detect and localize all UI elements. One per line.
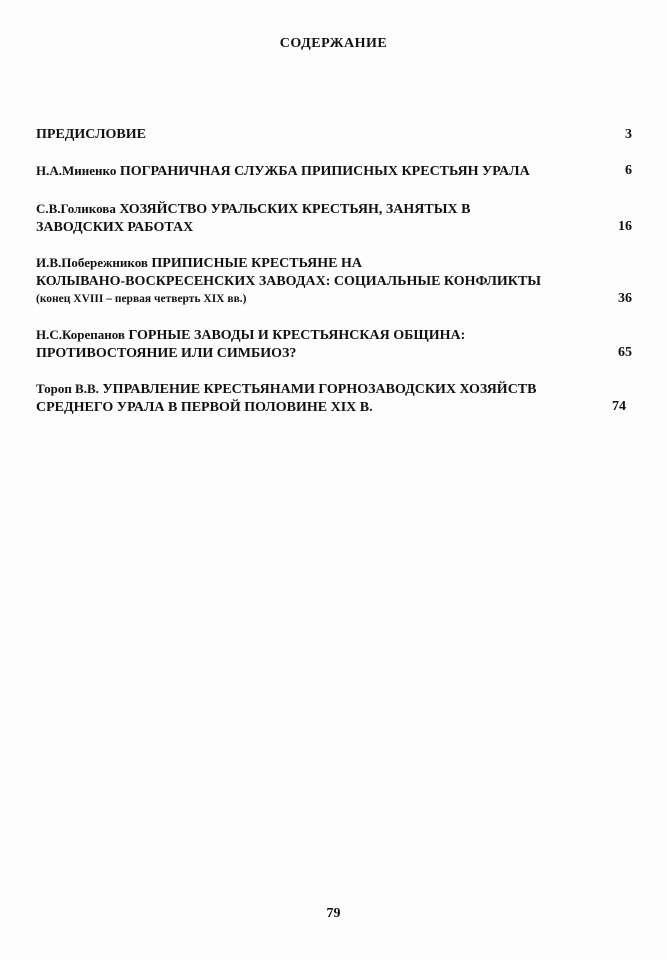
toc-page-number: 3 <box>625 127 632 142</box>
toc-entry-title-line <box>36 254 596 273</box>
toc-entry-text <box>36 162 596 181</box>
toc-entry-author: С.В.Голикова <box>36 201 116 216</box>
toc-entry-text <box>36 380 596 417</box>
page-number-footer: 79 <box>326 906 341 921</box>
toc-entry-title-line <box>36 326 596 345</box>
toc-entry-title-line: ПРЕДИСЛОВИЕ <box>36 127 146 142</box>
toc-entry-note: (конец XVIII – первая четверть XIX вв.) <box>36 293 247 305</box>
toc-entry-title: УПРАВЛЕНИЕ КРЕСТЬЯНАМИ ГОРНОЗАВОДСКИХ ХОЗЯЙСТВ <box>102 382 537 397</box>
toc-entry-title-line <box>36 200 596 219</box>
toc-page-number: 16 <box>618 219 632 234</box>
toc-entry-title-line: ПРОТИВОСТОЯНИЕ ИЛИ СИМБИОЗ? <box>36 346 297 361</box>
toc-entry-title-line <box>36 380 596 399</box>
toc-entry-title-line: КОЛЫВАНО-ВОСКРЕСЕНСКИХ ЗАВОДАХ: СОЦИАЛЬНЫЕ КОНФЛИКТЫ <box>36 274 542 289</box>
toc-entry-author: И.В.Побережников <box>36 255 148 270</box>
toc-entry-title: ПОГРАНИЧНАЯ СЛУЖБА ПРИПИСНЫХ КРЕСТЬЯН УРАЛА <box>119 164 530 179</box>
toc-entry-text <box>36 126 596 144</box>
page-title: СОДЕРЖАНИЕ <box>279 36 388 51</box>
toc-entry-author: Н.А.Миненко <box>36 163 117 178</box>
toc-page-number: 6 <box>625 163 632 178</box>
toc-page-number: 65 <box>618 345 632 360</box>
toc-entry-title: ГОРНЫЕ ЗАВОДЫ И КРЕСТЬЯНСКАЯ ОБЩИНА: <box>128 328 466 343</box>
toc-entry-text <box>36 254 596 308</box>
toc-entry-title: ПРИПИСНЫЕ КРЕСТЬЯНЕ НА <box>151 256 362 271</box>
toc-page-number: 36 <box>618 291 632 306</box>
toc-entry-title: ХОЗЯЙСТВО УРАЛЬСКИХ КРЕСТЬЯН, ЗАНЯТЫХ В <box>119 202 471 217</box>
toc-entry-title-line: ЗАВОДСКИХ РАБОТАХ <box>36 220 194 235</box>
toc-entry-author: Н.С.Корепанов <box>36 327 125 342</box>
toc-entry-text <box>36 200 596 237</box>
toc-entry-title-line: СРЕДНЕГО УРАЛА В ПЕРВОЙ ПОЛОВИНЕ XIX В. <box>36 400 373 415</box>
toc-entry-author: Тороп В.В. <box>36 381 99 396</box>
toc-page-number: 74 <box>612 399 626 414</box>
toc-entry-text <box>36 326 596 363</box>
toc-entry-title-line <box>36 162 596 181</box>
